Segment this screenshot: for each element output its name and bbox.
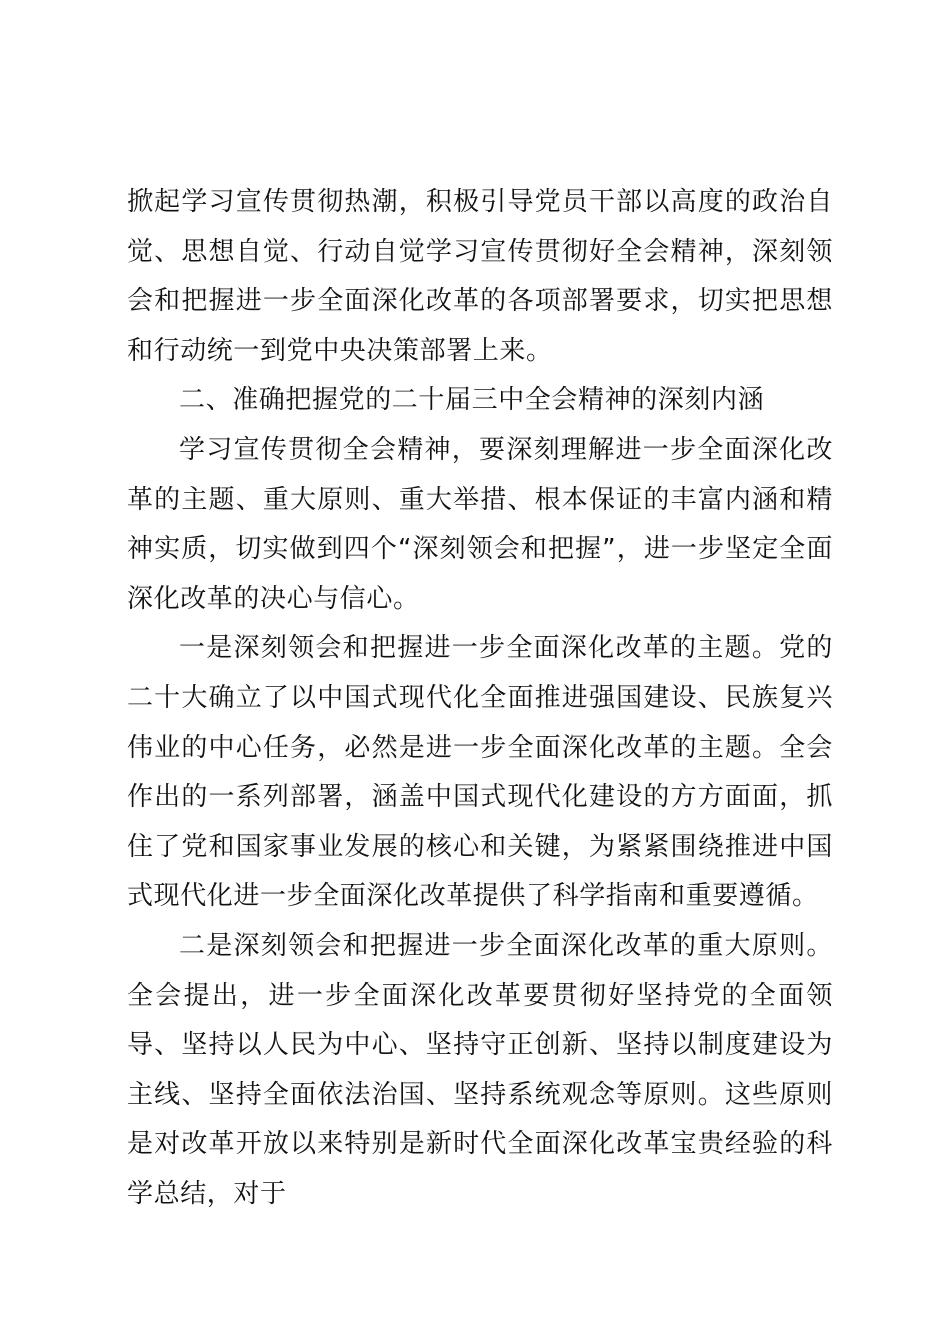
paragraph-1: 掀起学习宣传贯彻热潮，积极引导党员干部以高度的政治自觉、思想自觉、行动自觉学习宣传贯彻好全会精神，深刻领会和把握进一步全面深化改革的各项部署要求，切实把思想和行动统一到党中央决策部署上来。	[127, 187, 833, 366]
paragraph-3: 一是深刻领会和把握进一步全面深化改革的主题。党的二十大确立了以中国式现代化全面推进强国建设、民族复兴伟业的中心任务，必然是进一步全面深化改革的主题。全会作出的一系列部署，涵盖中国式现代化建设的方方面面，抓住了党和国家事业发展的核心和关键，为紧紧围绕推进中国式现代化进一步全面深化改革提供了科学指南和重要遵循。	[127, 633, 833, 912]
paragraph-2: 学习宣传贯彻全会精神，要深刻理解进一步全面深化改革的主题、重大原则、重大举措、根本保证的丰富内涵和精神实质，切实做到四个“深刻领会和把握”，进一步坚定全面深化改革的决心与信心。	[127, 434, 833, 614]
document-body	[127, 178, 833, 1219]
paragraph-4: 二是深刻领会和把握进一步全面深化改革的重大原则。全会提出，进一步全面深化改革要贯彻好坚持党的全面领导、坚持以人民为中心、坚持守正创新、坚持以制度建设为主线、坚持全面依法治国、坚持系统观念等原则。这些原则是对改革开放以来特别是新时代全面深化改革宝贵经验的科学总结，对于	[127, 930, 833, 1209]
section-heading: 二、准确把握党的二十届三中全会精神的深刻内涵	[179, 385, 765, 416]
